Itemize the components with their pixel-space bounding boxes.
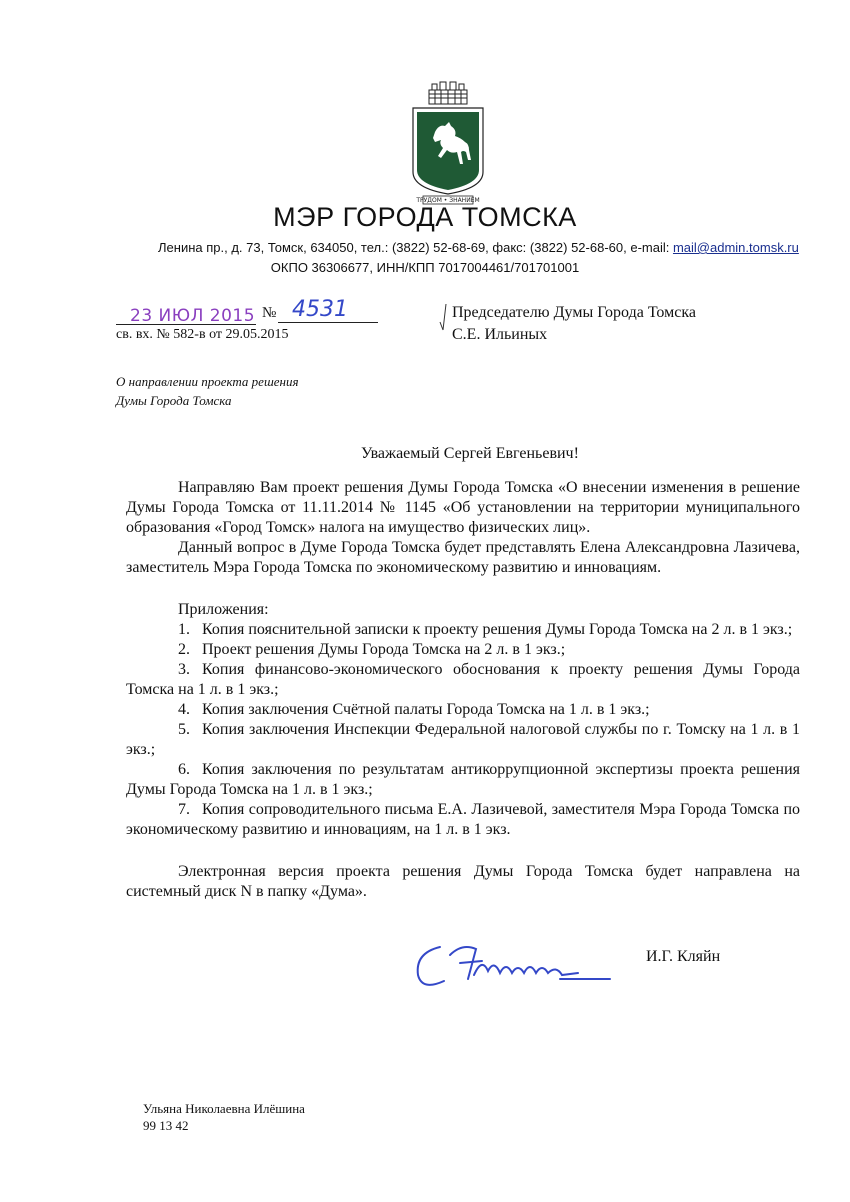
addressee-position: Председателю Думы Города Томска <box>452 304 696 321</box>
attachment-text: Копия пояснительной записки к проекту решения Думы Города Томска на 2 л. в 1 экз.; <box>202 621 793 638</box>
attachment-item <box>126 620 800 640</box>
attachment-number: 6. <box>178 761 190 778</box>
letterhead-codes: ОКПО 36306677, ИНН/КПП 7017004461/701701001 <box>270 260 580 275</box>
attachment-text: Проект решения Думы Города Томска на 2 л. в 1 экз.; <box>202 641 566 658</box>
letter-subject <box>116 372 299 410</box>
attachment-text: Копия финансово-экономического обоснования к проекту решения Думы Города Томска на 1 л. в 1 экз.; <box>126 661 800 698</box>
attachment-item <box>126 640 800 660</box>
outgoing-number: 4531 <box>292 297 348 322</box>
attachment-item <box>126 760 800 800</box>
body-paragraph-2: Данный вопрос в Думе Города Томска будет представлять Елена Александровна Лазичева, заместитель Мэра Города Томска по экономическому развитию и инновациям. <box>126 539 800 576</box>
incoming-reference: св. вх. № 582-в от 29.05.2015 <box>116 327 289 342</box>
attachment-text: Копия сопроводительного письма Е.А. Лазичевой, заместителя Мэра Города Томска по экономическому развитию и инновациям, на 1 л. в 1 экз. <box>126 801 800 838</box>
body-paragraph-1: Направляю Вам проект решения Думы Города Томска «О внесении изменения в решение Думы Города Томска от 11.11.2014 № 1145 «Об установлении на территории муниципального образования «Город Томск» налога на имущество физических лиц». <box>126 479 800 536</box>
addressee-block <box>452 302 696 346</box>
email-link[interactable]: mail@admin.tomsk.ru <box>672 240 799 255</box>
attachment-number: 4. <box>178 701 190 718</box>
date-stamp: 23 ИЮЛ 2015 <box>130 306 256 326</box>
attachment-text: Копия заключения Счётной палаты Города Томска на 1 л. в 1 экз.; <box>202 701 650 718</box>
number-label: № <box>262 305 277 321</box>
subject-line-1: О направлении проекта решения <box>116 374 299 389</box>
letter-body <box>126 478 800 902</box>
number-underline <box>278 322 378 323</box>
addressee-name: С.Е. Ильиных <box>452 326 548 343</box>
attachment-item <box>126 720 800 760</box>
attachment-number: 3. <box>178 661 190 678</box>
attachment-text: Копия заключения Инспекции Федеральной налоговой службы по г. Томску на 1 л. в 1 экз.; <box>126 721 800 758</box>
signer-name: И.Г. Кляйн <box>646 948 721 965</box>
attachment-item <box>126 660 800 700</box>
letterhead-address <box>158 240 799 255</box>
greeting: Уважаемый Сергей Евгеньевич! <box>361 445 579 462</box>
attachments-title: Приложения: <box>178 601 269 618</box>
crest-motto: ТРУДОМ • ЗНАНИЕМ <box>416 197 480 204</box>
handwritten-signature <box>410 935 625 997</box>
closing-paragraph: Электронная версия проекта решения Думы Города Томска будет направлена на системный диск N в папку «Дума». <box>126 863 800 900</box>
executor-block <box>143 1100 305 1134</box>
attachment-item <box>126 700 800 720</box>
attachment-number: 7. <box>178 801 190 818</box>
date-underline <box>116 324 256 325</box>
attachment-number: 2. <box>178 641 190 658</box>
executor-name: Ульяна Николаевна Илёшина <box>143 1101 305 1116</box>
letterhead-title: МЭР ГОРОДА ТОМСКА <box>273 202 577 232</box>
crown-icon <box>429 82 467 104</box>
attachment-number: 5. <box>178 721 190 738</box>
coat-of-arms-emblem <box>405 80 491 208</box>
address-text: Ленина пр., д. 73, Томск, 634050, тел.: (3822) 52-68-69, факс: (3822) 52-68-60, e-mail: <box>158 240 673 255</box>
attachment-text: Копия заключения по результатам антикоррупционной экспертизы проекта решения Думы Города Томска на 1 л. в 1 экз.; <box>126 761 800 798</box>
addressee-bracket-mark <box>438 302 448 332</box>
subject-line-2: Думы Города Томска <box>116 393 232 408</box>
executor-phone: 99 13 42 <box>143 1118 189 1133</box>
attachment-item <box>126 800 800 840</box>
attachment-number: 1. <box>178 621 190 638</box>
